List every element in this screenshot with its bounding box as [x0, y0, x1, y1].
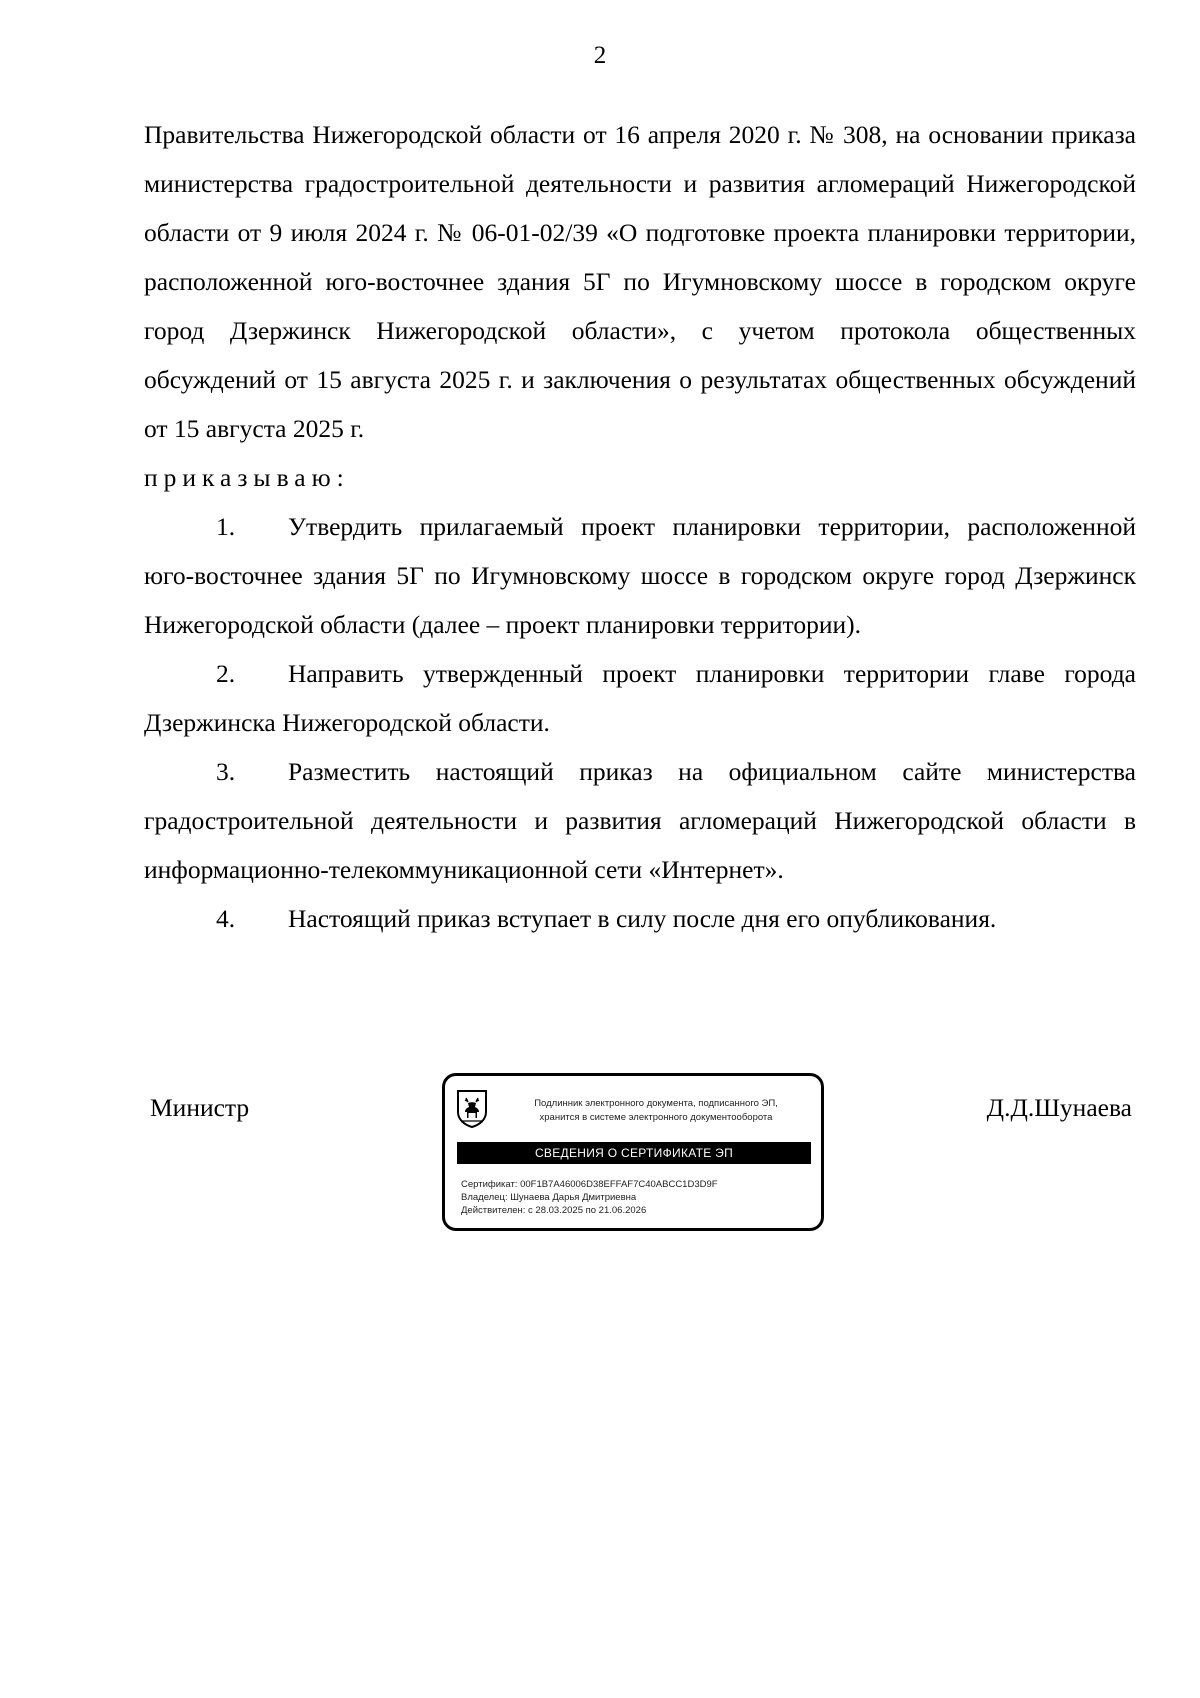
- certificate-info-bar: СВЕДЕНИЯ О СЕРТИФИКАТЕ ЭП: [457, 1142, 811, 1164]
- item-text: Настоящий приказ вступает в силу после дня его опубликования.: [288, 904, 997, 933]
- signer-name: Д.Д.Шунаева: [986, 1093, 1132, 1122]
- list-item: [144, 502, 1136, 649]
- list-item: [144, 649, 1136, 747]
- item-text: Разместить настоящий приказ на официальном сайте министерства градостроительной деятельности и развития агломераций Нижегородской области в информационно-телекоммуникационной сети «Интернет».: [144, 757, 1136, 884]
- document-body: [144, 110, 1136, 943]
- stamp-header: [495, 1097, 817, 1125]
- list-item: [144, 747, 1136, 894]
- coat-of-arms-icon: [455, 1088, 489, 1128]
- signer-title: Министр: [150, 1093, 250, 1122]
- list-item: [144, 894, 1136, 943]
- item-number: 1.: [216, 512, 236, 541]
- item-number: 4.: [216, 904, 236, 933]
- certificate-number: Сертификат: 00F1B7A46006D38EFFAF7C40ABCC1D3D9F: [461, 1179, 718, 1190]
- preamble-paragraph: Правительства Нижегородской области от 16 апреля 2020 г. № 308, на основании приказа министерства градостроительной деятельности и развития агломераций Нижегородской области от 9 июля 2024 г. № 06-01-02/39 «О подготовке проекта планировки территории, расположенной юго-восточнее здания 5Г по Игумновскому шоссе в городском округе город Дзержинск Нижегородской области», с учетом протокола общественных обсуждений от 15 августа 2025 г. и заключения о результатах общественных обсуждений от 15 августа 2025 г.: [144, 120, 1136, 443]
- stamp-header-line: Подлинник электронного документа, подписанного ЭП,: [534, 1098, 778, 1109]
- page-number: 2: [593, 42, 607, 69]
- signature-block: [0, 1073, 1200, 1243]
- item-number: 2.: [216, 659, 236, 688]
- order-word: [144, 453, 1136, 502]
- order-word-text: приказываю:: [144, 463, 350, 492]
- certificate-validity: Действителен: с 28.03.2025 по 21.06.2026: [461, 1205, 647, 1216]
- item-text: Утвердить прилагаемый проект планировки территории, расположенной юго-восточнее здания 5Г по Игумновскому шоссе в городском округе город Дзержинск Нижегородской области (далее – проект планировки территории).: [144, 512, 1136, 639]
- certificate-owner: Владелец: Шунаева Дарья Дмитриевна: [461, 1192, 637, 1203]
- electronic-signature-stamp: [442, 1073, 824, 1231]
- stamp-header-line: хранится в системе электронного документооборота: [539, 1112, 773, 1123]
- item-number: 3.: [216, 757, 236, 786]
- certificate-details: [461, 1178, 718, 1217]
- item-text: Направить утвержденный проект планировки территории главе города Дзержинска Нижегородской области.: [144, 659, 1136, 737]
